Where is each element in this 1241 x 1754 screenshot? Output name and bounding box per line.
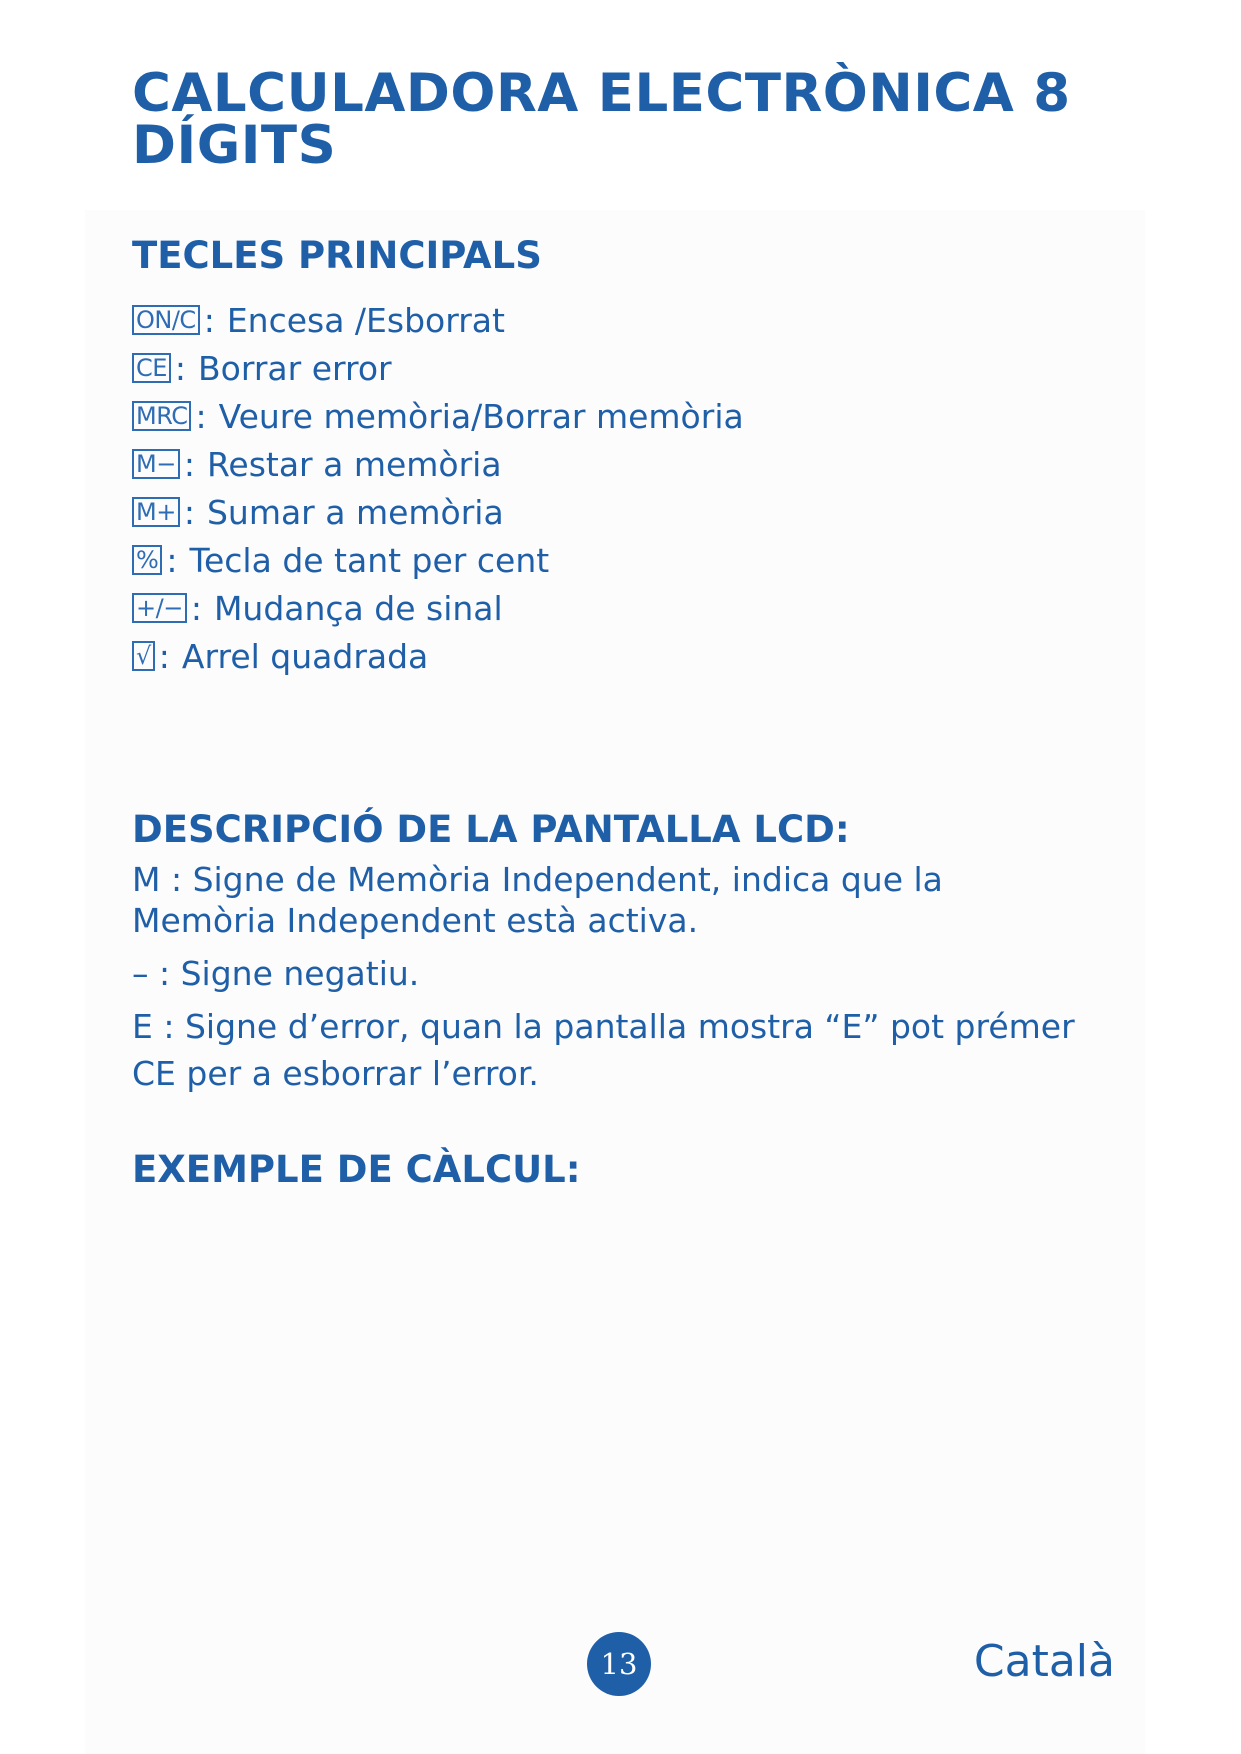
key-separator: :	[190, 588, 202, 628]
key-separator: :	[158, 636, 170, 676]
lcd-description-line: CE per a esborrar l’error.	[132, 1054, 539, 1093]
key-description: Veure memòria/Borrar memòria	[218, 396, 744, 436]
key-separator: :	[195, 396, 207, 436]
lcd-description-line: M : Signe de Memòria Independent, indica que la	[132, 860, 943, 899]
key-row-m-plus	[132, 492, 504, 532]
key-separator: :	[183, 492, 195, 532]
key-description: Arrel quadrada	[181, 636, 429, 676]
key-separator: :	[166, 540, 178, 580]
key-description: Sumar a memòria	[206, 492, 504, 532]
key-description: Mudança de sinal	[213, 588, 503, 628]
key-description: Encesa /Esborrat	[226, 300, 505, 340]
language-label: Català	[973, 1636, 1115, 1687]
section-heading-keys: TECLES PRINCIPALS	[132, 234, 542, 277]
key-icon-percent: %	[132, 545, 162, 575]
key-separator: :	[183, 444, 195, 484]
page-number-badge: 13	[587, 1632, 651, 1696]
key-icon-sign-change: +/−	[132, 593, 187, 623]
lcd-description-line: E : Signe d’error, quan la pantalla mostra “E” pot prémer	[132, 1007, 1075, 1046]
key-row-sign-change	[132, 588, 503, 628]
lcd-description-line: Memòria Independent està activa.	[132, 901, 699, 940]
section-heading-lcd: DESCRIPCIÓ DE LA PANTALLA LCD:	[132, 808, 850, 851]
key-separator: :	[203, 300, 215, 340]
key-row-mrc	[132, 396, 744, 436]
key-icon-ce: CE	[132, 353, 171, 383]
key-row-m-minus	[132, 444, 502, 484]
lcd-description-line: – : Signe negatiu.	[132, 954, 420, 993]
key-row-ce	[132, 348, 392, 388]
key-row-on-c	[132, 300, 505, 340]
section-heading-example: EXEMPLE DE CÀLCUL:	[132, 1148, 581, 1191]
key-row-square-root	[132, 636, 428, 676]
key-description: Restar a memòria	[206, 444, 502, 484]
key-separator: :	[174, 348, 187, 388]
key-icon-square-root: √	[132, 641, 155, 671]
key-icon-m-minus: M−	[132, 449, 180, 479]
key-icon-on-c: ON/C	[132, 305, 200, 335]
key-description: Borrar error	[198, 348, 392, 388]
page-title: CALCULADORA ELECTRÒNICA 8 DÍGITS	[132, 63, 1071, 176]
key-row-percent	[132, 540, 549, 580]
key-icon-mrc: MRC	[132, 401, 191, 431]
key-description: Tecla de tant per cent	[189, 540, 550, 580]
key-icon-m-plus: M+	[132, 497, 180, 527]
